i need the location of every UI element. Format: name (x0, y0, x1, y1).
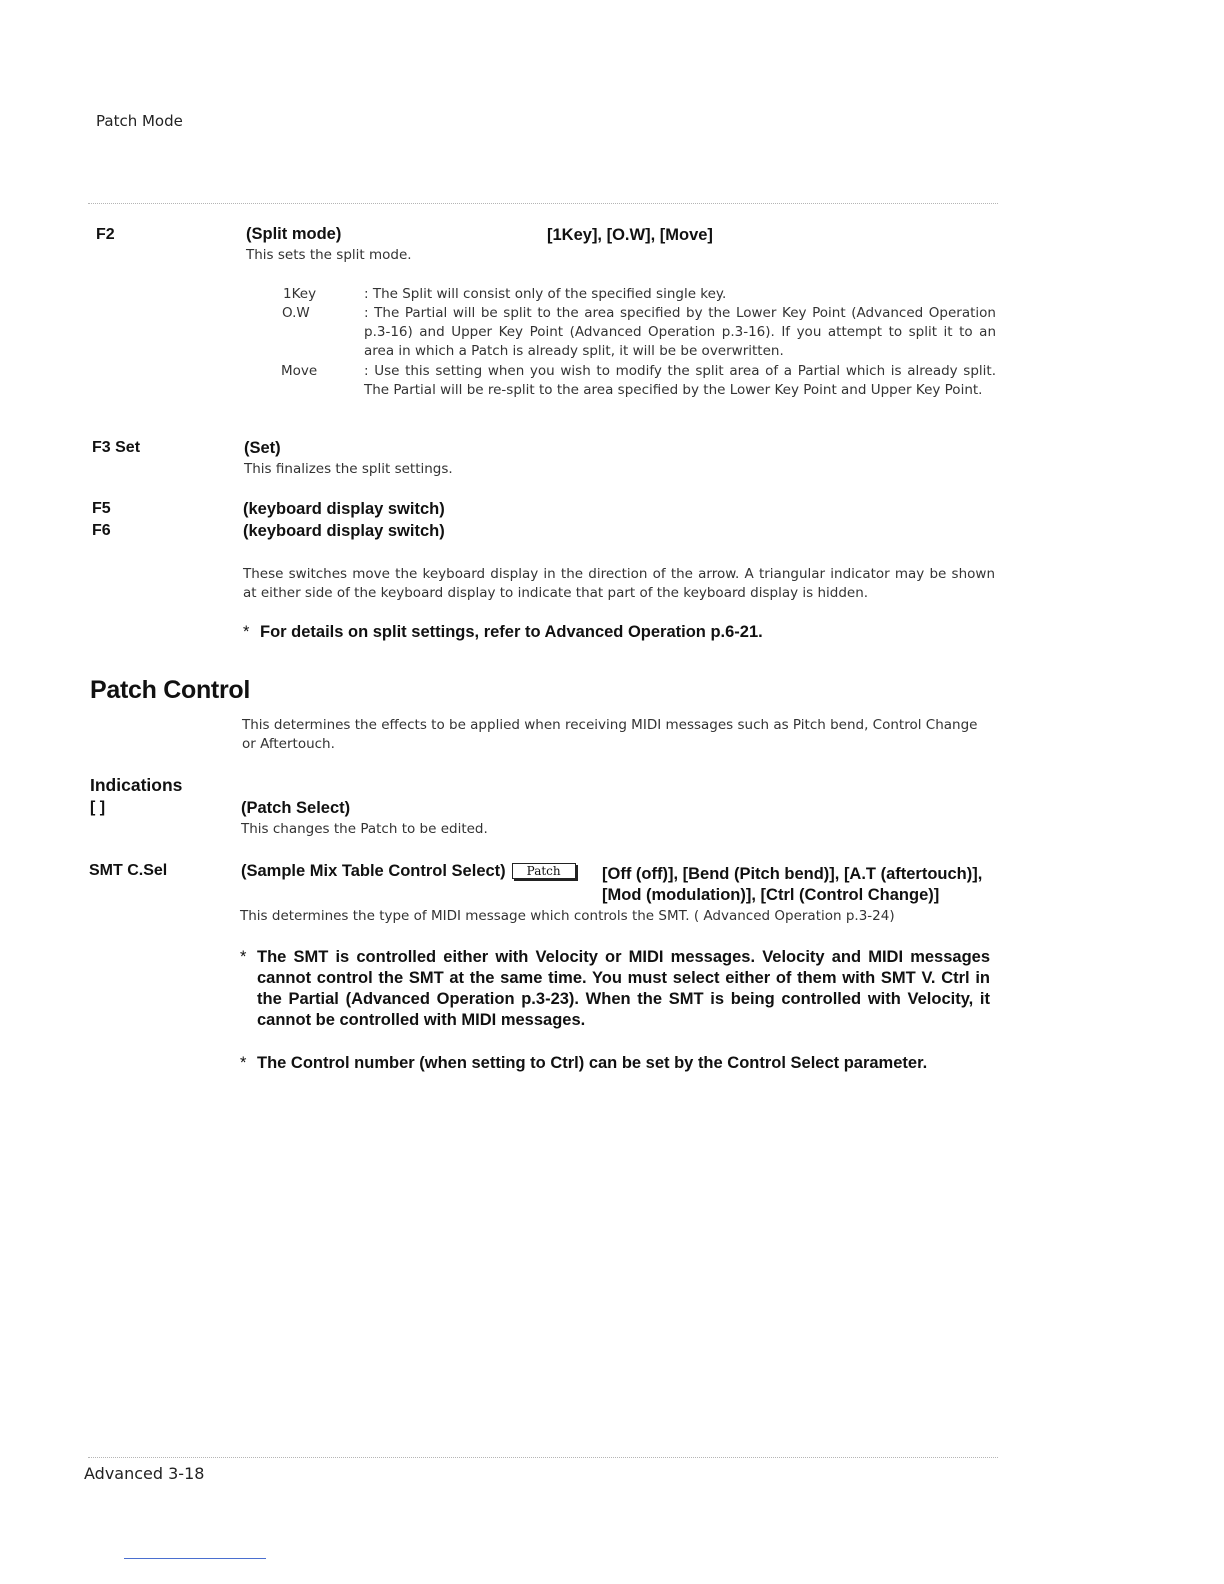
note-bullet: * (240, 948, 247, 966)
smt-velocity-note (240, 947, 990, 1031)
note-bullet: * (240, 1054, 247, 1072)
smt-velocity-note-text: The SMT is controlled either with Velocity or MIDI messages. Velocity and MIDI messages cannot control the SMT at the same time. You must select either of them with SMT V. Ctrl in the Partial (Advanced Operation p.3-23). When the SMT is being controlled with Velocity, it cannot be controlled with MIDI messages. (257, 948, 990, 1029)
f6-key-label: F6 (92, 522, 111, 539)
indications-heading: Indications (90, 775, 183, 795)
patch-select-desc: This changes the Patch to be edited. (241, 821, 488, 837)
page-title: Patch Control (90, 676, 250, 704)
split-mode-title: (Split mode) (246, 225, 342, 243)
patch-control-intro: This determines the effects to be applied when receiving MIDI messages such as Pitch bend, Control Change or Aftertouch. (242, 717, 978, 752)
option-ow-name: O.W (282, 305, 310, 321)
patch-select-title: (Patch Select) (241, 799, 351, 817)
option-1key-name: 1Key (283, 286, 317, 302)
note-bullet: * (243, 623, 250, 641)
bracket-indicator: [ ] (90, 799, 106, 816)
option-move-text: : Use this setting when you wish to modify the split area of a Partial which is already split. The Partial will be re-split to the area specified by the Lower Key Point and Upper Key Point. (364, 363, 996, 398)
split-mode-values: [1Key], [O.W], [Move] (547, 226, 713, 244)
split-settings-note (243, 622, 1000, 643)
option-move-name: Move (281, 363, 318, 379)
f2-key-label: F2 (96, 226, 115, 243)
f5-title: (keyboard display switch) (243, 500, 445, 518)
smt-title-text: (Sample Mix Table Control Select) (241, 862, 506, 880)
top-divider (88, 203, 998, 204)
bottom-divider (88, 1457, 998, 1458)
option-ow-text: : The Partial will be split to the area specified by the Lower Key Point (Advanced Operation p.3-16) and Upper Key Point (Advanced Operation p.3-16). If you attempt to split it to an area in which a Patch is already split, it will be be overwritten. (364, 305, 996, 359)
control-number-note-text: The Control number (when setting to Ctrl) can be set by the Control Select parameter. (257, 1054, 928, 1072)
control-number-note (240, 1053, 997, 1074)
smt-title (241, 862, 576, 881)
smt-values-line2: [Mod (modulation)], [Ctrl (Control Change)] (602, 886, 940, 904)
set-title: (Set) (244, 439, 281, 457)
f3-key-label: F3 Set (92, 439, 141, 456)
split-mode-desc: This sets the split mode. (246, 247, 412, 263)
split-settings-note-text: For details on split settings, refer to Advanced Operation p.6-21. (260, 623, 763, 641)
patch-badge: Patch (512, 863, 576, 879)
smt-desc: This determines the type of MIDI message which controls the SMT. ( Advanced Operation p.3-24) (240, 908, 895, 924)
set-desc: This finalizes the split settings. (244, 461, 453, 477)
keyboard-switch-desc: These switches move the keyboard display in the direction of the arrow. A triangular indicator may be shown at either side of the keyboard display to indicate that part of the keyboard display is hidden. (243, 566, 995, 601)
smt-key-label: SMT C.Sel (89, 862, 168, 879)
option-1key-text: : The Split will consist only of the specified single key. (364, 286, 727, 302)
scan-edge-line (124, 1558, 266, 1559)
page-number: Advanced 3-18 (84, 1464, 205, 1483)
smt-values-line1: [Off (off)], [Bend (Pitch bend)], [A.T (aftertouch)], (602, 865, 983, 883)
running-head: Patch Mode (96, 112, 183, 130)
f5-key-label: F5 (92, 500, 111, 517)
f6-title: (keyboard display switch) (243, 522, 445, 540)
